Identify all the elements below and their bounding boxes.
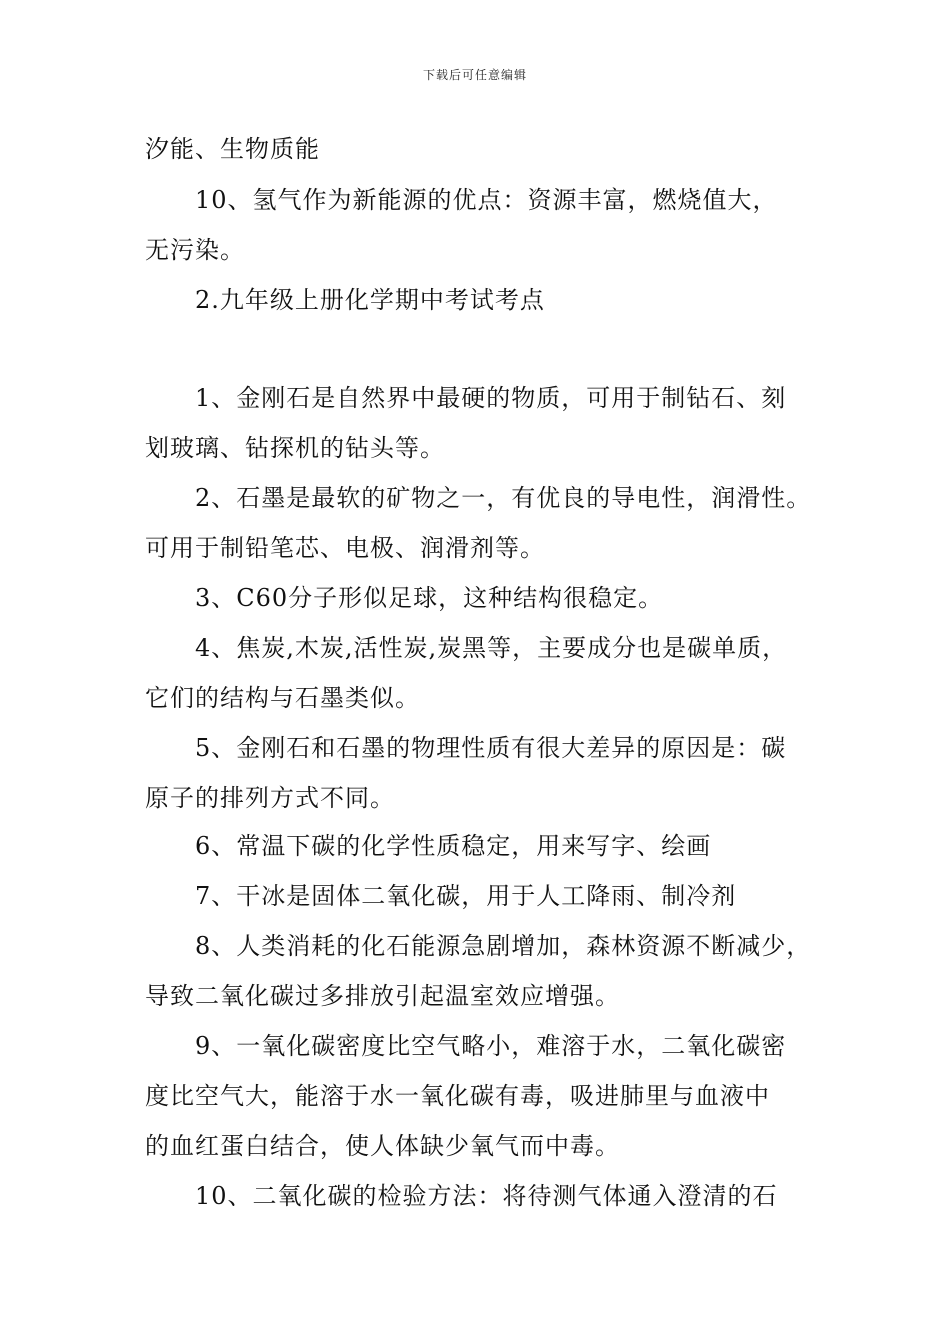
text-line: 导致二氧化碳过多排放引起温室效应增强。 [145, 982, 620, 1010]
text-line: 1、金刚石是自然界中最硬的物质，可用于制钻石、刻 [195, 384, 787, 412]
text-line: 6、常温下碳的化学性质稳定，用来写字、绘画 [195, 832, 712, 860]
page-header: 下载后可任意编辑 [422, 68, 527, 82]
text-line: 它们的结构与石墨类似。 [145, 684, 420, 712]
text-line: 3、C60分子形似足球，这种结构很稳定。 [195, 584, 664, 612]
text-line: 度比空气大，能溶于水一氧化碳有毒，吸进肺里与血液中 [145, 1082, 770, 1110]
text-line: 9、一氧化碳密度比空气略小，难溶于水，二氧化碳密 [195, 1032, 787, 1060]
text-line: 无污染。 [145, 236, 245, 264]
text-line: 5、金刚石和石墨的物理性质有很大差异的原因是：碳 [195, 734, 787, 762]
text-line: 10、氢气作为新能源的优点：资源丰富，燃烧值大， [195, 186, 778, 214]
text-line: 划玻璃、钻探机的钻头等。 [145, 434, 445, 462]
text-line: 7、干冰是固体二氧化碳，用于人工降雨、制冷剂 [195, 882, 737, 910]
text-line: 的血红蛋白结合，使人体缺少氧气而中毒。 [145, 1132, 620, 1160]
text-line: 10、二氧化碳的检验方法：将待测气体通入澄清的石 [195, 1182, 778, 1210]
text-line: 8、人类消耗的化石能源急剧增加，森林资源不断减少， [195, 932, 812, 960]
section-heading: 2.九年级上册化学期中考试考点 [195, 286, 545, 314]
text-line: 汐能、生物质能 [145, 135, 320, 163]
text-line: 原子的排列方式不同。 [145, 784, 395, 812]
text-line: 2、石墨是最软的矿物之一，有优良的导电性，润滑性。 [195, 484, 812, 512]
text-line: 4、焦炭,木炭,活性炭,炭黑等，主要成分也是碳单质， [195, 634, 788, 662]
text-line: 可用于制铅笔芯、电极、润滑剂等。 [145, 534, 545, 562]
